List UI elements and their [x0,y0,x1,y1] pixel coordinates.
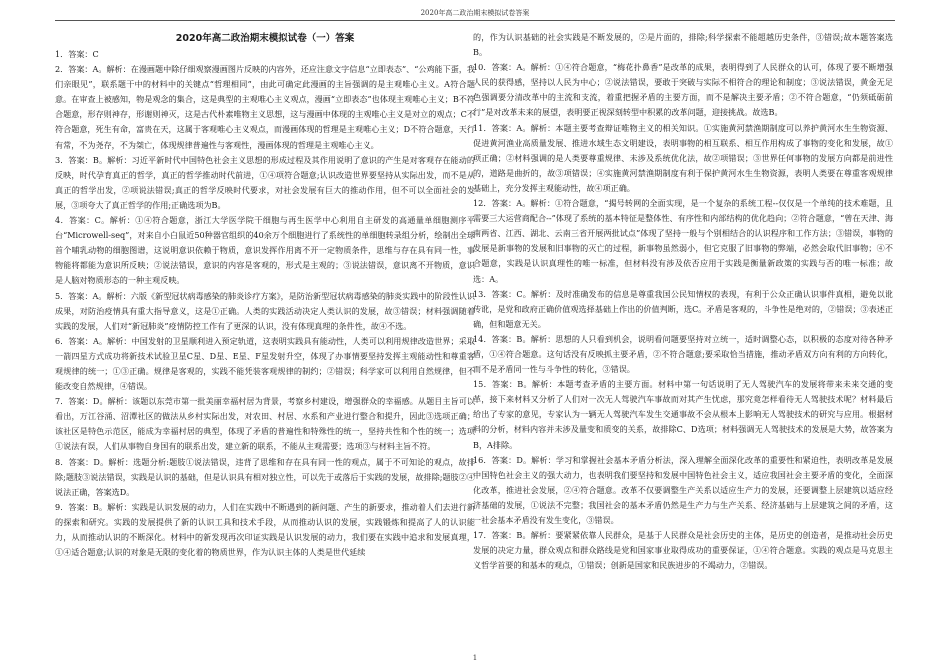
answer-item-3: 3．答案：B。解析：习近平新时代中国特色社会主义思想的形成过程及其作用说明了意识的产生是对客观存在能动的反映，时代孕育真正的哲学，真正的哲学推动时代前进，①④项符合题意;认识改造世界要坚持从实际出发，而不是从真正的哲学出发，②项说法错误;真正的哲学反映时代要求，对社会发展有巨大的推动作用，但不可以全面社会的发展，③项夸大了真正哲学的作用;正确选项为B。 [55,154,475,210]
answer-item-5: 5．答案：A。解析：六版《新型冠状病毒感染的肺炎诊疗方案》，是防治新型冠状病毒感染的肺炎实践中的阶段性认识成果，对防治疫情具有重大指导意义，这是①正确。人类的实践活动决定人类认识的发展，故③错误；材料强调随着实践的发展，人们对“新冠肺炎”疫情防控工作有了更深的认识，没有体现真理的条件性，故④不选。 [55,290,475,331]
header-rule [55,20,895,21]
answer-item-9-continued: 的，作为认识基础的社会实践是不断发展的，②是片面的，排除;科学探索不能超越历史条件，③错误;故本题答案选B。 [473,32,893,58]
right-column [473,30,893,638]
page-number: 1 [472,654,478,662]
left-column [55,30,475,638]
document-title: 2020年高二政治期末模拟试卷（一）答案 [175,33,355,44]
answer-item-6: 6．答案：A。解析：中国发射的卫星顺利进入预定轨道，这表明实践具有能动性，人类可以利用规律改造世界；采取一箭四星方式成功将新技术试验卫星C星、D星、E星、F星发射升空，体现了办事情要坚持发挥主观能动性和尊重客观规律的统一；①③正确。规律是客观的，实践不能凭装客观规律的制约；②错误；科学家可以利用自然规律，但不能改变自然规律，④错误。 [55,335,475,392]
answer-item-10: 10．答案：A。解析：①④符合题意，“梅花扑鼻香”是改革的成果，表明得到了人民群众的认可，体现了要不断增强人民的获得感，坚持以人民为中心；②说法错误，要敢于突破与实际不相符合的理论和制度；③说法错误，黄金无足色强调要分清改革中的主流和支流，着重把握矛盾的主要方面，而不是解决主要矛盾；②不符合题意，“仍须砥砺前行”是对改革未来的展望，表明要正视深刻转型中积累的改革问题，迎接挑战。故选B。 [473,62,893,118]
answer-item-15: 15．答案：B。解析：本题考查矛盾的主要方面。材料中第一句话说明了无人驾驶汽车的发展将带来未来交通的变革，接下来材料又分析了人们对一次无人驾驶汽车事故而对其产生忧虑，那究竟怎样看待无人驾驶技术呢？材料最后给出了专家的意见，专家认为一辆无人驾驶汽车发生交通事故不会从根本上影响无人驾驶技术的研究与应用。根据材料的分析，材料内容并未涉及量变和质变的关系，故排除C、D选项；材料强调无人驾驶技术的发展是大势，故答案为B，A排除。 [473,379,893,450]
answer-item-1: 1．答案：C [55,49,99,59]
running-header: 2020年高二政治期末模拟试卷答案 [420,9,530,17]
answer-item-9: 9．答案：B。解析：实践是认识发展的动力，人们在实践中不断遇到的新问题、产生的新要求，推动着人们去进行新的探索和研究。实践的发展提供了新的认识工具和技术手段，从而推动认识的发展，实践锻炼和提高了人的认识能力，从而推动认识的不断深化。材料中的新发现再次印证实践是认识发展的动力，我们要在实践中追求和发展真理，①④适合题意;认识的对象是无限的变化着的物质世界，作为认识主体的人类是世代延续 [55,501,475,558]
answer-item-7: 7．答案：D。解析：该题以东莞市第一批美丽幸福村居为背景，考察乡村建设，增强群众的幸福感。从题目主旨可以看出，万江谷涌、沼潭社区的做法从乡村实际出发，对农田、村居、水系和产业进行整合和提升，因此③选项正确；该社区是特色示范区，能成为幸福村居的典型，体现了矛盾的普遍性和特殊性的统一，坚持共性和个性的统一；选项①说法有误，人们从事物自身国有的联系出发，建立新的联系，不能从主观需要；选项③与材料主旨不符。 [55,396,475,452]
answer-item-4: 4．答案：C。解析：①④符合题意，浙江大学医学院干细胞与再生医学中心利用自主研发的高通量单细胞测序平台“Microwell-seq”，对来自小白鼠近50种器官组织的40余万个细胞进行了系统性的单细胞转录组分析，绘制出全球首个哺乳动物的细胞图谱，这说明意识依赖于物质，意识发挥作用离不开一定物质条件，思维与存在具有同一性，事物能将都能为意识所反映；②说法错误，意识的内容是客观的，形式是主观的；③说法错误，意识离不开物质，意识是人脑对物质形态的一种主观反映。 [55,215,475,286]
answer-item-17: 17．答案：B。解析：要紧紧依靠人民群众，是基于人民群众是社会历史的主体，是历史的创造者，是推动社会历史发展的决定力量，群众观点和群众路线是党和国家事业取得成功的重要保证，①④符合题意。实践的观点是马克思主义哲学首要的和基本的观点，①错误；创新是国家和民族进步的不竭动力，②错误。 [473,530,893,571]
answer-item-2: 2．答案：A。解析：在漫画题中除仔细观察漫画图片反映的内容外，还应注意文字信息“立即表态”、“公鸡能下蛋，我们亲眼见”，联系题干中的材料中的关键点“哲理相同”，由此可确定此漫画的主旨强调的是主观唯心主义。A符合题意。在审查上被感知，物是观念的集合，这是典型的主观唯心主义观点，漫画“立即表态”也体现主观唯心主义；B不符合题意，形存则神存，形谢则神灭，这是古代朴素唯物主义思想，这与漫画中体现的主观唯心主义是对立的观点；C不符合题意，死生有命，富贵在天，这属于客观唯心主义观点，而漫画体现的哲理是主观唯心主义；D不符合题意，天行有常，不为尧存，不为桀亡，体现规律普遍性与客观性，漫画体现的哲理是主观唯心主义。 [55,64,475,150]
answer-item-16: 16．答案：D。解析：学习和掌握社会基本矛盾分析法，深入理解全面深化改革的重要性和紧迫性，表明改革是发展中国特色社会主义的强大动力，也表明我们要坚持和发展中国特色社会主义，适应我国社会主要矛盾的变化，全面深化改革，推进社会发展，②④符合题意。改革不仅要调整生产关系以适应生产力的发展，还要调整上层建筑以适应经济基础的发展，①说法不完整；我国社会的基本矛盾仍然是生产力与生产关系、经济基础与上层建筑之间的矛盾，这一社会基本矛盾没有发生变化，③错误。 [473,454,893,525]
answer-item-11: 11．答案：A。解析：本题主要考查辩证唯物主义的相关知识。①实施黄河禁渔期制度可以养护黄河水生生物资源、促进黄河渔业高质量发展、推进水域生态文明建设，表明事物的相互联系、相互作用构成了事物的变化和发展，故①项正确；②材料强调的是人类要尊重规律、未涉及系统优化法，故②项错误；③世界任何事物的发展方向都是前进性的，道路是曲折的，故③项错误；④实施黄河禁渔期制度有利于保护黄河水生生物资源，表明人类要在尊重客观规律基础上，充分发挥主观能动性，故④项正确。 [473,122,893,193]
answer-item-14: 14．答案：B。解析：思想的人只看到机会，说明看问题要坚持对立统一，适时调整心态，以积极的态度对待各种矛盾，①④符合题意。这句话没有反映抓主要矛盾，②不符合题意;要采取恰当措施，推动矛盾双方向有利的方向转化，而不是矛盾同一性与斗争性的转化，③错误。 [473,333,893,375]
answer-item-13: 13．答案：C。解析：及时准确发布的信息是尊重我国公民知情权的表现，有利于公众正确认识事件真相，避免以讹传讹，是党和政府正确价值观选择基础上作出的价值判断，选C。矛盾是客观的，斗争性是绝对的，②错误；③表述正确，但和题意无关。 [473,288,893,329]
answer-item-12: 12．答案：A。解析：①符合题意，“揭号转网的全面实现，是一个复杂的系统工程--仅仅是一个单纯的技术难题，且需要三大运营商配合--”体现了系统的基本特征是整体性、有序性和内部结构的优化趋向；②符合题意，“曾在天津、海南两省、江西、湖北、云南三省开展两批试点”体现了坚持一般与个别相结合的认识程序和工作方法；③错误，事物的发展是新事物的发展和旧事物的灭亡的过程，新事物虽然弱小，但它克服了旧事物的弊端，必然会取代旧事物；④不合题意，实践是认识真理性的唯一标准，但材料没有涉及依否应用于实践是衡量新政策的实践与否的唯一标准；故选：A。 [473,198,893,284]
answer-item-8: 8．答案：D。解析：选题分析:题肢①说法错误，违背了思维和存在具有同一性的观点，属于不可知论的观点，故排除;题肢③说法错误，实践是认识的基础，但是认识具有相对独立性，可以先于或落后于实践的发展，故排除;题肢②④说法正确，答案选D。 [55,456,475,497]
